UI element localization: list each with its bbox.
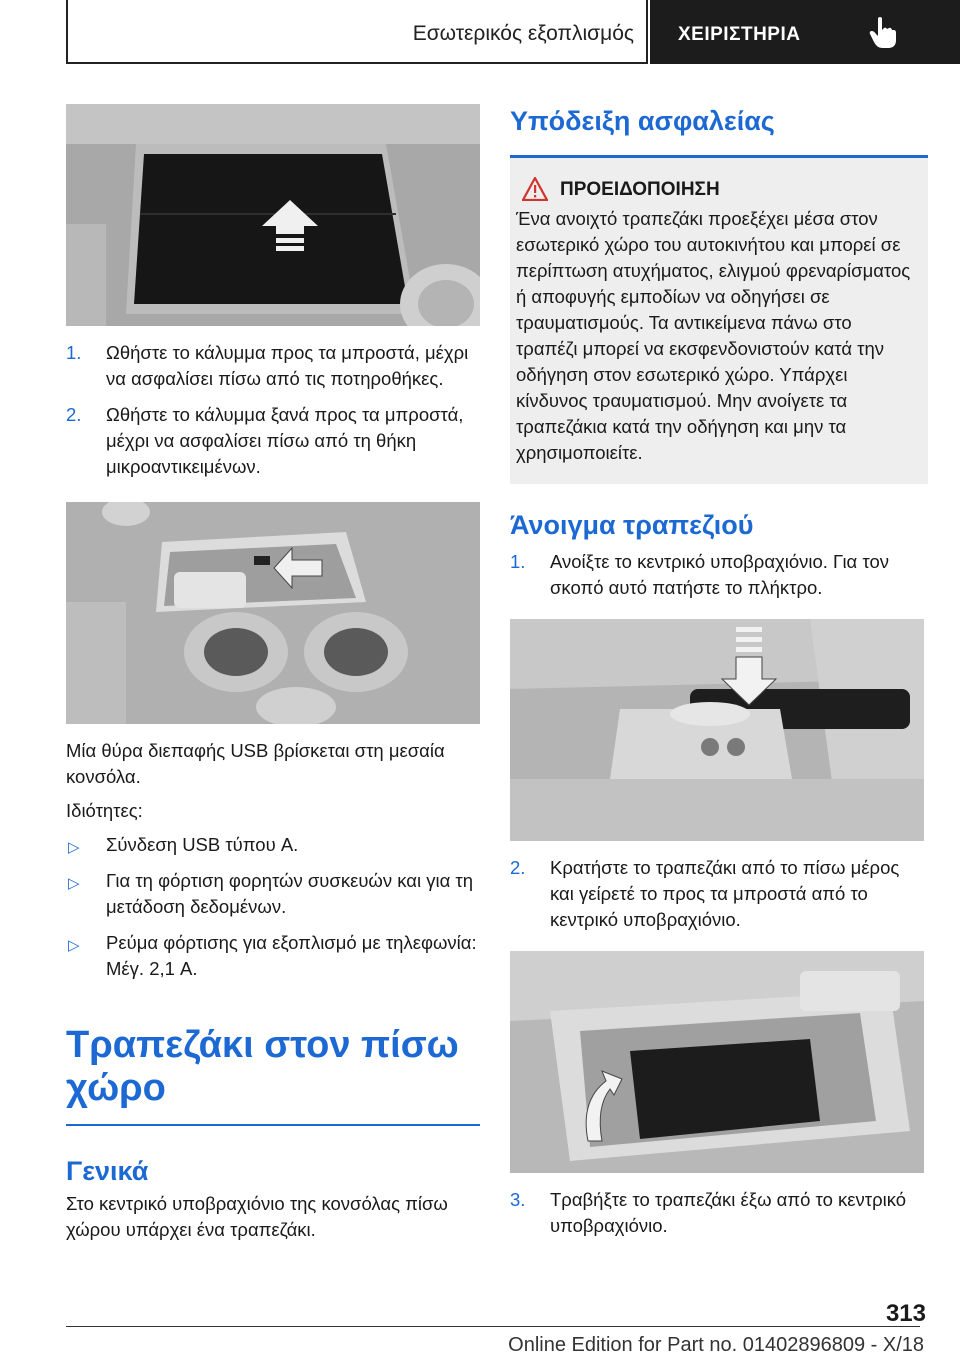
section-title: Τραπεζάκι στον πίσω χώρο [66,1024,480,1126]
open-step-1 [510,549,928,601]
photo-table-tilt [510,951,924,1173]
console-cover-illustration [66,104,480,326]
header-chapter-box [650,0,960,64]
step-text: Ωθήστε το κάλυμμα ξανά προς τα μπροστά, μέχρι να ασφαλίσει πίσω από τη θήκη μικροαντικειμένων. [106,404,464,477]
warning-box [510,158,928,484]
general-title: Γενικά [66,1156,149,1186]
page-header [66,0,960,64]
photo-console-cover [66,104,480,326]
triangle-bullet-icon: ▷ [68,875,80,892]
step-number: 3. [510,1189,526,1210]
feature-text: Για τη φόρτιση φορητών συσκευών και για τη μετάδοση δεδομένων. [106,870,474,917]
feature-text: Ρεύμα φόρτισης για εξοπλισμό με τηλεφωνία: Μέγ. 2,1 A. [106,932,477,979]
photo-armrest-button [510,619,924,841]
usb-port-illustration [66,502,480,724]
triangle-bullet-icon: ▷ [68,839,80,856]
step-number: 2. [66,404,82,425]
step-2 [66,402,480,480]
step-text: Ωθήστε το κάλυμμα προς τα μπροστά, μέχρι να ασφαλίσει πίσω από τις ποτηροθήκες. [106,342,469,389]
step-text: Ανοίξτε το κεντρικό υποβραχιόνιο. Για τον σκοπό αυτό πατήστε το πλήκτρο. [550,551,889,598]
warning-triangle-icon [522,177,548,201]
hand-pointer-icon [868,16,898,50]
header-section-box [66,0,648,64]
open-step-2 [510,855,928,933]
table-tilt-illustration [510,951,924,1173]
step-number: 1. [66,342,82,363]
header-section-title: Εσωτερικός εξοπλισμός [412,22,634,45]
triangle-bullet-icon: ▷ [68,937,80,954]
feature-item [66,832,480,858]
features-label: Ιδιότητες: [66,800,143,821]
step-number: 1. [510,551,526,572]
warning-label: ΠΡΟΕΙΔΟΠΟΙΗΣΗ [560,179,720,200]
step-1 [66,340,480,392]
header-chapter-title: ΧΕΙΡΙΣΤΗΡΙΑ [678,24,801,45]
left-column [66,104,480,1243]
footer-rule [66,1326,920,1327]
footer-edition: Online Edition for Part no. 01402896809 - X/18 [508,1334,924,1356]
step-text: Κρατήστε το τραπεζάκι από το πίσω μέρος και γείρετέ το προς τα μπροστά από το κεντρικό υποβραχιόνιο. [550,857,900,930]
open-step-3 [510,1187,928,1239]
warning-heading [516,176,918,204]
feature-item [66,930,480,982]
feature-text: Σύνδεση USB τύπου A. [106,834,299,855]
page-number: 313 [885,1300,926,1327]
general-text: Στο κεντρικό υποβραχιόνιο της κονσόλας πίσω χώρου υπάρχει ένα τραπεζάκι. [66,1193,448,1240]
feature-item [66,868,480,920]
armrest-button-illustration [510,619,924,841]
safety-title: Υπόδειξη ασφαλείας [510,106,928,158]
warning-text: Ένα ανοιχτό τραπεζάκι προεξέχει μέσα στον εσωτερικό χώρο του αυτοκινήτου και μπορεί σε περίπτωση ατυχήματος, ελιγμού φρεναρίσματος ή αποφυγής εμποδίων να οδηγήσει σε τραυματισμούς. Τα αντικείμενα πάνω στο τραπέζι μπορεί να εκσφενδονιστούν κατά την οδήγηση στον εσωτερικό χώρο. Υπάρχει κίνδυνος τραυματισμού. Μην ανοίγετε τα τραπεζάκια κατά την οδήγηση και μην τα χρησιμοποιείτε. [516,208,911,463]
step-number: 2. [510,857,526,878]
open-table-title: Άνοιγμα τραπεζιού [510,510,754,540]
step-text: Τραβήξτε το τραπεζάκι έξω από το κεντρικό υποβραχιόνιο. [550,1189,907,1236]
photo-usb-port [66,502,480,724]
usb-paragraph: Μία θύρα διεπαφής USB βρίσκεται στη μεσαία κονσόλα. [66,740,445,787]
right-column [510,104,928,1239]
